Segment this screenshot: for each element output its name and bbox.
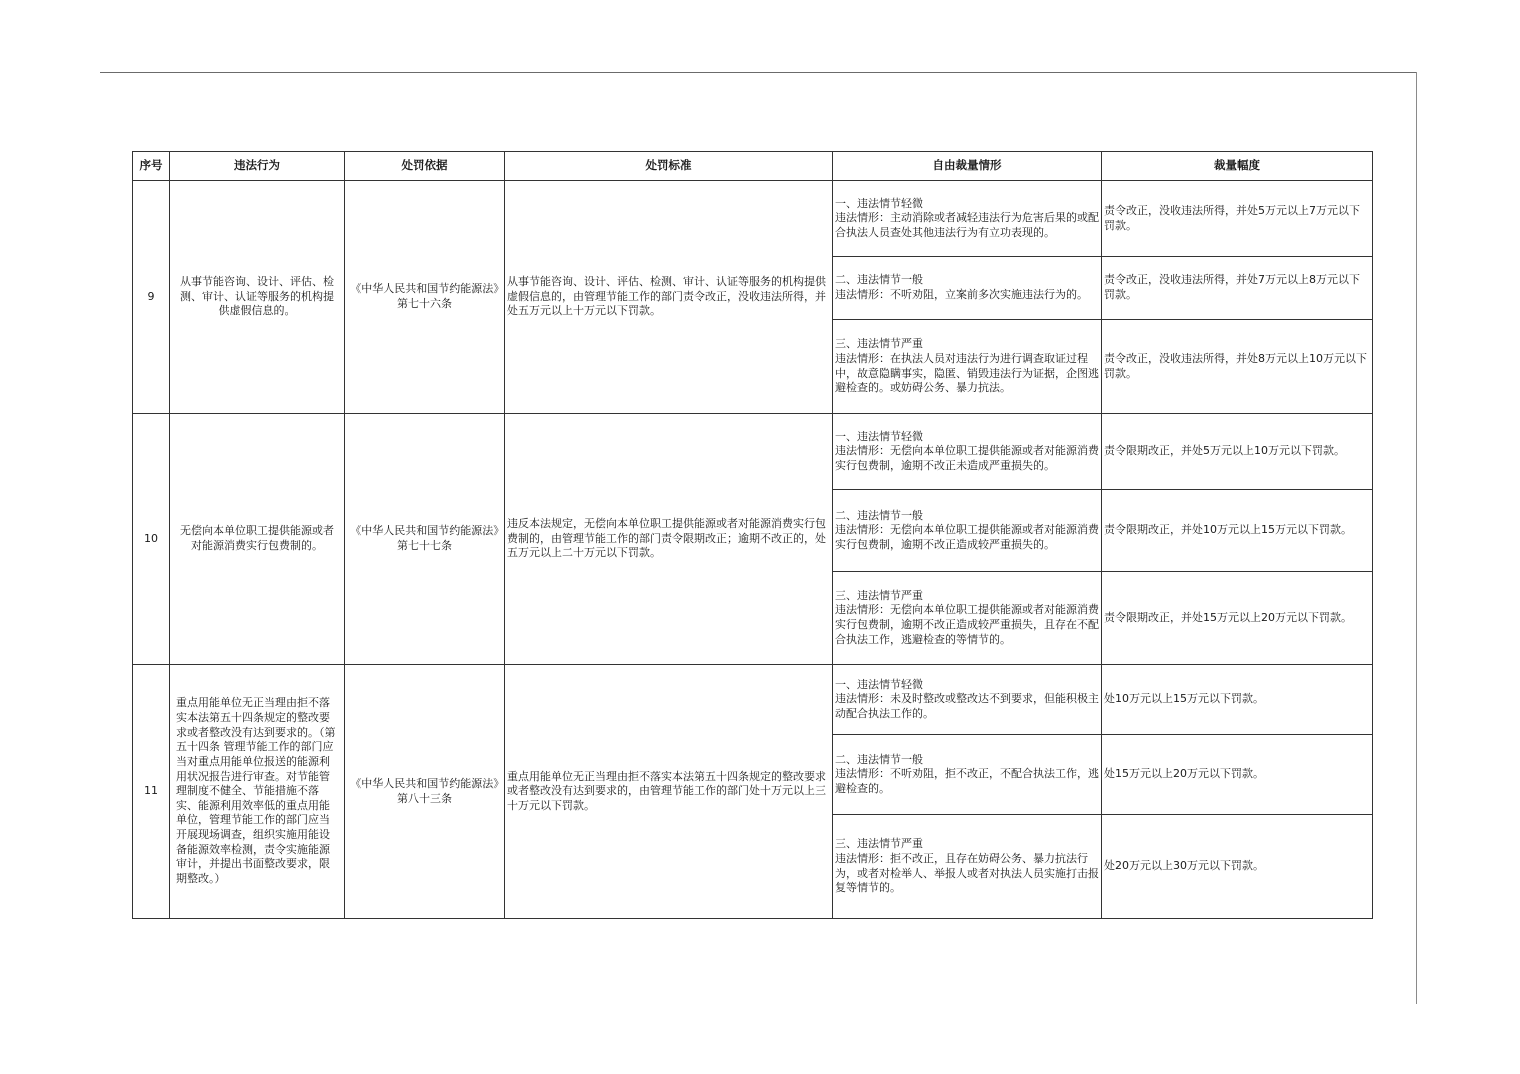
situation-desc: 违法情形：主动消除或者减轻违法行为危害后果的或配合执法人员查处其他违法行为有立功表现的。: [835, 211, 1099, 239]
discretion-range: 责令限期改正，并处15万元以上20万元以下罚款。: [1102, 572, 1373, 665]
discretion-situation: [833, 735, 1102, 815]
discretion-situation: [833, 257, 1102, 320]
discretion-situation: [833, 665, 1102, 735]
discretion-situation: [833, 572, 1102, 665]
situation-title: 三、违法情节严重: [835, 337, 923, 351]
table-row: [133, 665, 1373, 735]
penalty-standard: 重点用能单位无正当理由拒不落实本法第五十四条规定的整改要求或者整改没有达到要求的，由管理节能工作的部门处十万元以上三十万元以下罚款。: [505, 665, 833, 919]
situation-title: 一、违法情节轻微: [835, 677, 923, 691]
row-number: 10: [133, 414, 170, 665]
situation-desc: 违法情形：无偿向本单位职工提供能源或者对能源消费实行包费制，逾期不改正造成较严重损失的。: [835, 523, 1099, 551]
discretion-situation: [833, 414, 1102, 490]
discretion-range: 处15万元以上20万元以下罚款。: [1102, 735, 1373, 815]
situation-title: 三、违法情节严重: [835, 588, 923, 602]
situation-desc: 违法情形：无偿向本单位职工提供能源或者对能源消费实行包费制，逾期不改正造成较严重损失，且存在不配合执法工作，逃避检查的等情节的。: [835, 603, 1099, 646]
page-right-rule: [1416, 72, 1417, 1004]
situation-title: 一、违法情节轻微: [835, 196, 923, 210]
table-row: [133, 181, 1373, 257]
discretion-situation: [833, 490, 1102, 572]
penalty-standard: 从事节能咨询、设计、评估、检测、审计、认证等服务的机构提供虚假信息的，由管理节能工作的部门责令改正，没收违法所得，并处五万元以上十万元以下罚款。: [505, 181, 833, 414]
header-no: 序号: [133, 152, 170, 181]
discretion-range: 责令改正，没收违法所得，并处8万元以上10万元以下罚款。: [1102, 320, 1373, 414]
situation-title: 二、违法情节一般: [835, 508, 923, 522]
row-number: 11: [133, 665, 170, 919]
penalty-basis: 《中华人民共和国节约能源法》第七十七条: [345, 414, 505, 665]
header-basis: 处罚依据: [345, 152, 505, 181]
header-act: 违法行为: [170, 152, 345, 181]
discretion-range: 责令改正，没收违法所得，并处5万元以上7万元以下罚款。: [1102, 181, 1373, 257]
situation-title: 三、违法情节严重: [835, 837, 923, 851]
discretion-range: 责令改正，没收违法所得，并处7万元以上8万元以下罚款。: [1102, 257, 1373, 320]
discretion-range: 责令限期改正，并处10万元以上15万元以下罚款。: [1102, 490, 1373, 572]
penalty-basis: 《中华人民共和国节约能源法》第七十六条: [345, 181, 505, 414]
situation-title: 一、违法情节轻微: [835, 429, 923, 443]
violation-act: 无偿向本单位职工提供能源或者对能源消费实行包费制的。: [170, 414, 345, 665]
situation-title: 二、违法情节一般: [835, 273, 923, 287]
discretion-situation: [833, 320, 1102, 414]
situation-desc: 违法情形：在执法人员对违法行为进行调查取证过程中，故意隐瞒事实，隐匿、销毁违法行为证据，企图逃避检查的。或妨碍公务、暴力抗法。: [835, 351, 1099, 395]
situation-desc: 违法情形：不听劝阻，立案前多次实施违法行为的。: [835, 288, 1088, 301]
penalty-basis: 《中华人民共和国节约能源法》第八十三条: [345, 665, 505, 919]
penalty-discretion-table: [132, 151, 1373, 919]
page-top-rule: [100, 72, 1417, 73]
discretion-situation: [833, 815, 1102, 919]
discretion-range: 责令限期改正，并处5万元以上10万元以下罚款。: [1102, 414, 1373, 490]
situation-desc: 违法情形：拒不改正，且存在妨碍公务、暴力抗法行为，或者对检举人、举报人或者对执法人员实施打击报复等情节的。: [835, 851, 1099, 895]
penalty-standard: 违反本法规定，无偿向本单位职工提供能源或者对能源消费实行包费制的，由管理节能工作的部门责令限期改正；逾期不改正的，处五万元以上二十万元以下罚款。: [505, 414, 833, 665]
table-header-row: [133, 152, 1373, 181]
situation-title: 二、违法情节一般: [835, 752, 923, 766]
header-situation: 自由裁量情形: [833, 152, 1102, 181]
situation-desc: 违法情形：未及时整改或整改达不到要求，但能积极主动配合执法工作的。: [835, 692, 1099, 720]
table-row: [133, 414, 1373, 490]
situation-desc: 违法情形：不听劝阻，拒不改正，不配合执法工作，逃避检查的。: [835, 767, 1099, 795]
discretion-situation: [833, 181, 1102, 257]
discretion-range: 处20万元以上30万元以下罚款。: [1102, 815, 1373, 919]
discretion-range: 处10万元以上15万元以下罚款。: [1102, 665, 1373, 735]
situation-desc: 违法情形：无偿向本单位职工提供能源或者对能源消费实行包费制，逾期不改正未造成严重损失的。: [835, 444, 1099, 472]
violation-act: 重点用能单位无正当理由拒不落实本法第五十四条规定的整改要求或者整改没有达到要求的。（第五十四条 管理节能工作的部门应当对重点用能单位报送的能源利用状况报告进行审查。对节能管理制度不健全、节能措施不落实、能源利用效率低的重点用能单位，管理节能工作的部门应当开展现场调查，组织实施用能设备能源效率检测，责令实施能源审计，并提出书面整改要求，限期整改。）: [170, 665, 345, 919]
header-range: 裁量幅度: [1102, 152, 1373, 181]
row-number: 9: [133, 181, 170, 414]
header-standard: 处罚标准: [505, 152, 833, 181]
violation-act: 从事节能咨询、设计、评估、检测、审计、认证等服务的机构提供虚假信息的。: [170, 181, 345, 414]
